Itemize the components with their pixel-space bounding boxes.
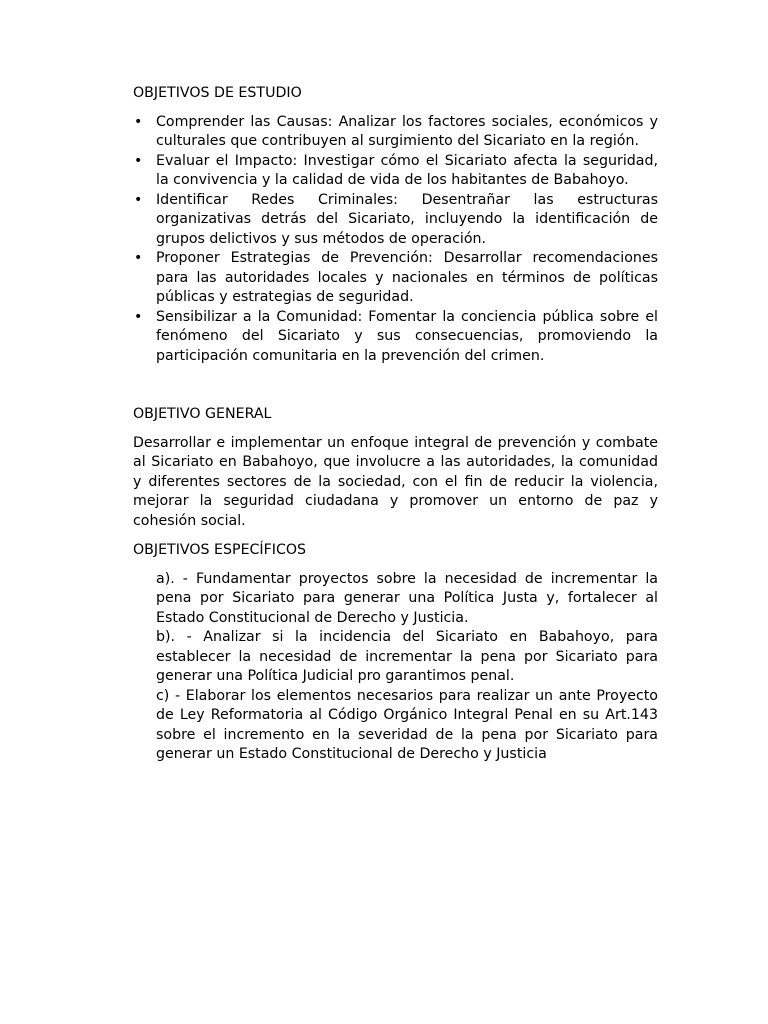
bullet-icon: • — [134, 113, 143, 130]
specific-item-c: c) - Elaborar los elementos necesarios para realizar un ante Proyecto de Ley Reformatoria al Código Orgánico Integral Penal en su Art.143 sobre el incremento en la severidad de la pena por Sicariato para generar un Estado Constitucional de Derecho y Justicia — [156, 687, 658, 762]
specific-item-b: b). - Analizar si la incidencia del Sicariato en Babahoyo, para establecer la necesidad de incrementar la pena por Sicariato para generar una Política Judicial pro garantimos penal. — [156, 629, 658, 684]
list-item — [133, 113, 658, 152]
list-item-text: Identificar Redes Criminales: Desentrañar las estructuras organizativas detrás del Sicariato, incluyendo la identificación de grupos delictivos y sus métodos de operación. — [156, 191, 658, 247]
list-item-text: Comprender las Causas: Analizar los factores sociales, económicos y culturales que contribuyen al surgimiento del Sicariato en la región. — [156, 113, 658, 149]
objetivos-especificos-list — [156, 570, 658, 765]
list-item-text: Proponer Estrategias de Prevención: Desarrollar recomendaciones para las autoridades locales y nacionales en términos de políticas públicas y estrategias de seguridad. — [156, 250, 658, 305]
list-item — [133, 308, 658, 367]
objetivo-general-paragraph: Desarrollar e implementar un enfoque integral de prevención y combate al Sicariato en Babahoyo, que involucre a las autoridades, la comunidad y diferentes sectores de la sociedad, con el fin de reducir la violencia, mejorar la seguridad ciudadana y promover un entorno de paz y cohesión social. — [133, 434, 658, 529]
list-item — [133, 249, 658, 308]
bullet-icon: • — [134, 152, 143, 169]
list-item — [133, 152, 658, 191]
bullet-icon: • — [134, 250, 143, 266]
heading-objetivo-general: OBJETIVO GENERAL — [133, 406, 272, 422]
bullet-icon: • — [134, 191, 143, 208]
list-item-text: Evaluar el Impacto: Investigar cómo el Sicariato afecta la seguridad, la convivencia y la calidad de vida de los habitantes de Babahoyo. — [156, 152, 658, 188]
specific-item-a: a). - Fundamentar proyectos sobre la necesidad de incrementar la pena por Sicariato para generar una Política Justa y, fortalecer al Estado Constitucional de Derecho y Justicia. — [156, 570, 658, 626]
objetivos-estudio-list — [133, 113, 658, 367]
list-item — [133, 191, 658, 250]
heading-objetivos-especificos: OBJETIVOS ESPECÍFICOS — [133, 542, 307, 558]
document-page — [133, 84, 658, 765]
heading-objetivos-estudio: OBJETIVOS DE ESTUDIO — [133, 85, 302, 101]
list-item-text: Sensibilizar a la Comunidad: Fomentar la conciencia pública sobre el fenómeno del Sicariato y sus consecuencias, promoviendo la participación comunitaria en la prevención del crimen. — [156, 308, 658, 364]
bullet-icon: • — [134, 308, 143, 325]
